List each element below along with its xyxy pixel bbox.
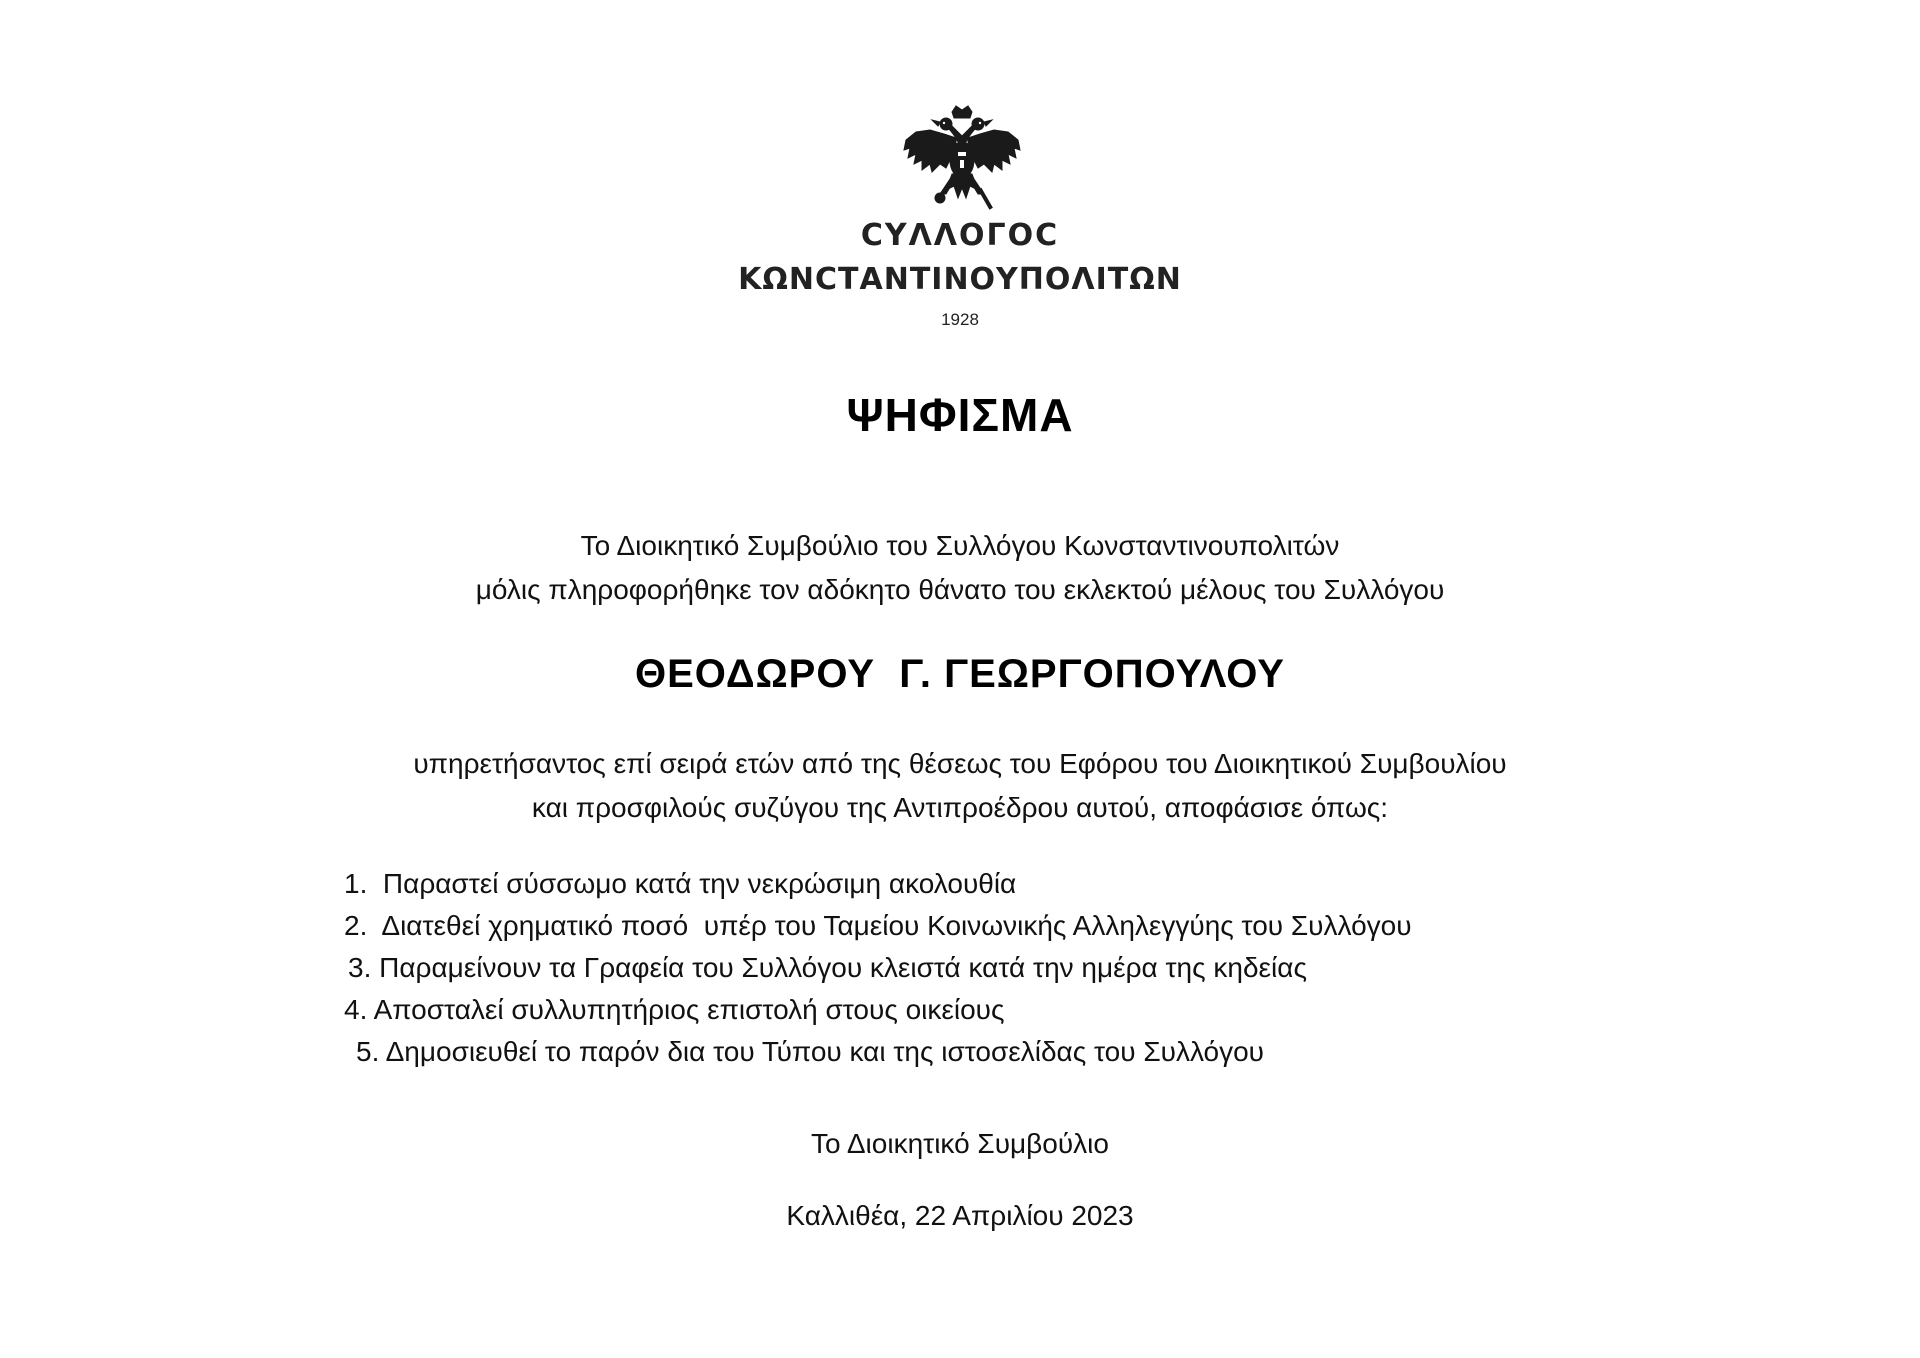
decision-item: 5. Δημοσιευθεί το παρόν δια του Τύπου και της ιστοσελίδας του Συλλόγου	[356, 1036, 1264, 1067]
service-line-2: και προσφιλούς συζύγου της Αντιπροέδρου αυτού, αποφάσισε όπως:	[531, 792, 1389, 823]
decision-item: 2. Διατεθεί χρηματικό ποσό υπέρ του Ταμείου Κοινωνικής Αλληλεγγύης του Συλλόγου	[344, 910, 1412, 941]
intro-paragraph	[0, 524, 1920, 612]
intro-line-2: μόλις πληροφορήθηκε τον αδόκητο θάνατο του εκλεκτού μέλους του Συλλόγου	[475, 574, 1445, 605]
document-title: ΨΗΦΙΣΜΑ	[846, 389, 1074, 441]
organization-founding-year: 1928	[941, 310, 979, 329]
decision-item: 4. Αποσταλεί συλλυπητήριος επιστολή στους οικείους	[344, 994, 1005, 1025]
organization-name-line-2: ΚΩΝCΤΑΝΤΙΝΟΥΠΟΛΙΤΩΝ	[738, 262, 1182, 297]
honoree-name: ΘΕΟΔΩΡΟΥ Γ. ΓΕΩΡΓΟΠΟΥΛΟΥ	[635, 652, 1285, 696]
decision-item: 3. Παραμείνουν τα Γραφεία του Συλλόγου κλειστά κατά την ημέρα της κηδείας	[348, 952, 1307, 983]
service-line-1: υπηρετήσαντος επί σειρά ετών από της θέσεως του Εφόρου του Διοικητικού Συμβουλίου	[413, 748, 1507, 779]
intro-line-1: Το Διοικητικό Συμβούλιο του Συλλόγου Κωνσταντινουπολιτών	[580, 530, 1340, 561]
organization-name-line-1: CYΛΛΟΓΟC	[860, 218, 1060, 253]
place-and-date: Καλλιθέα, 22 Απριλίου 2023	[786, 1200, 1134, 1231]
double-headed-eagle-icon	[900, 104, 1024, 212]
signature: Το Διοικητικό Συμβούλιο	[811, 1128, 1109, 1159]
service-paragraph	[0, 742, 1920, 830]
decision-item: 1. Παραστεί σύσσωμο κατά την νεκρώσιμη ακολουθία	[344, 868, 1017, 899]
